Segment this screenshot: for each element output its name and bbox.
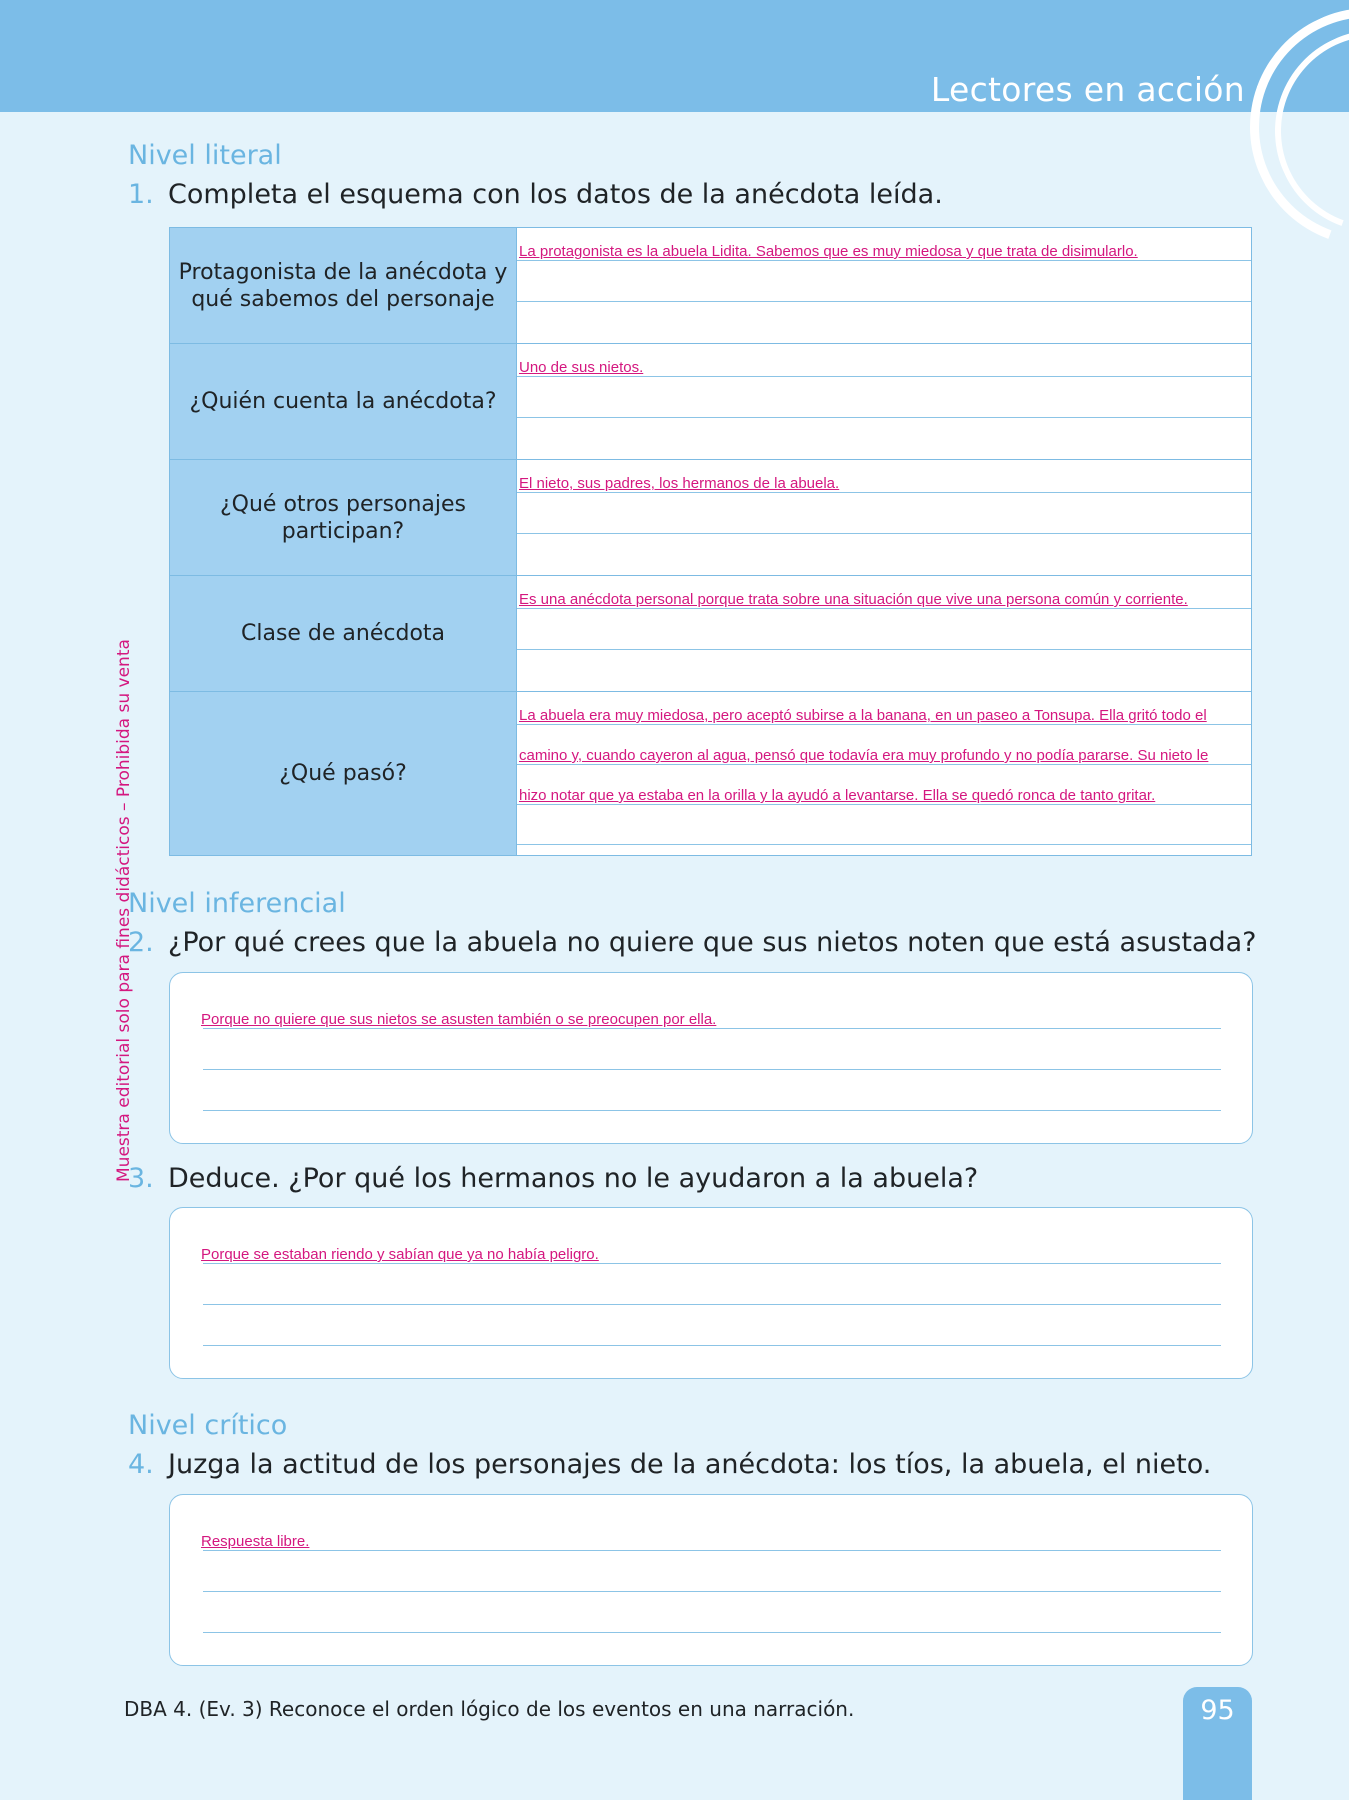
page-number: 95 (1200, 1695, 1235, 1726)
question-text: ¿Por qué crees que la abuela no quiere que sus nietos noten que está asustada? (168, 927, 1257, 958)
answer-line: El nieto, sus padres, los hermanos de la abuela. (517, 460, 1251, 493)
answer-line: hizo notar que ya estaba en la orilla y la ayudó a levantarse. Ella se quedó ronca de tanto gritar. (517, 765, 1251, 805)
answer-line (517, 609, 1251, 650)
page-header (0, 0, 1349, 112)
answer-cell[interactable] (517, 344, 1252, 460)
answer-line (203, 1591, 1221, 1592)
answer-line (517, 493, 1251, 534)
answer-line (203, 1028, 1221, 1029)
question-text: Completa el esquema con los datos de la anécdota leída. (168, 179, 943, 210)
answer-line (517, 805, 1251, 845)
section-title-literal: Nivel literal (128, 140, 282, 171)
answer-line (203, 1263, 1221, 1264)
row-label: ¿Quién cuenta la anécdota? (170, 344, 517, 460)
answer-line (203, 1304, 1221, 1305)
question-number: 3. (128, 1163, 154, 1194)
question-text: Juzga la actitud de los personajes de la anécdota: los tíos, la abuela, el nieto. (168, 1449, 1212, 1480)
answer-line (517, 377, 1251, 418)
answer-line (203, 1632, 1221, 1633)
answer-line: La abuela era muy miedosa, pero aceptó subirse a la banana, en un paseo a Tonsupa. Ella gritó todo el (517, 692, 1251, 725)
section-title-critico: Nivel crítico (128, 1410, 288, 1441)
answer-box[interactable] (169, 1207, 1253, 1379)
table-row (170, 460, 1252, 576)
answer-cell[interactable] (517, 228, 1252, 344)
answer-line (203, 1550, 1221, 1551)
page-number-tab (1183, 1687, 1252, 1800)
answer-text: Porque se estaban riendo y sabían que ya no había peligro. (201, 1246, 599, 1263)
answer-text: Porque no quiere que sus nietos se asusten también o se preocupen por ella. (201, 1011, 717, 1028)
answer-line: La protagonista es la abuela Lidita. Sabemos que es muy miedosa y que trata de disimularlo. (517, 228, 1251, 261)
question-text: Deduce. ¿Por qué los hermanos no le ayudaron a la abuela? (168, 1163, 979, 1194)
answer-line (203, 1345, 1221, 1346)
section-title-inferencial: Nivel inferencial (128, 888, 346, 919)
answer-line: camino y, cuando cayeron al agua, pensó que todavía era muy profundo y no podía pararse. Su nieto le (517, 725, 1251, 765)
answer-text: Respuesta libre. (201, 1533, 310, 1550)
answer-line: Es una anécdota personal porque trata sobre una situación que vive una persona común y corriente. (517, 576, 1251, 609)
table-row (170, 576, 1252, 692)
row-label: ¿Qué otros personajes participan? (170, 460, 517, 576)
scheme-table (169, 227, 1252, 856)
row-label: ¿Qué pasó? (170, 692, 517, 856)
answer-box[interactable] (169, 1494, 1253, 1666)
dba-footnote: DBA 4. (Ev. 3) Reconoce el orden lógico de los eventos en una narración. (124, 1697, 855, 1721)
table-row (170, 344, 1252, 460)
answer-line (517, 261, 1251, 302)
page-header-title: Lectores en acción (930, 70, 1245, 109)
answer-cell[interactable] (517, 460, 1252, 576)
answer-cell[interactable] (517, 576, 1252, 692)
row-label: Clase de anécdota (170, 576, 517, 692)
answer-line (203, 1069, 1221, 1070)
table-row (170, 228, 1252, 344)
answer-cell[interactable] (517, 692, 1252, 856)
watermark-text: Muestra editorial solo para fines didácticos – Prohibida su venta (114, 639, 134, 1182)
row-label: Protagonista de la anécdota y qué sabemos del personaje (170, 228, 517, 344)
answer-line: Uno de sus nietos. (517, 344, 1251, 377)
question-number: 2. (128, 927, 154, 958)
question-number: 4. (128, 1449, 154, 1480)
table-row (170, 692, 1252, 856)
answer-box[interactable] (169, 972, 1253, 1144)
answer-line (203, 1110, 1221, 1111)
question-number: 1. (128, 179, 154, 210)
